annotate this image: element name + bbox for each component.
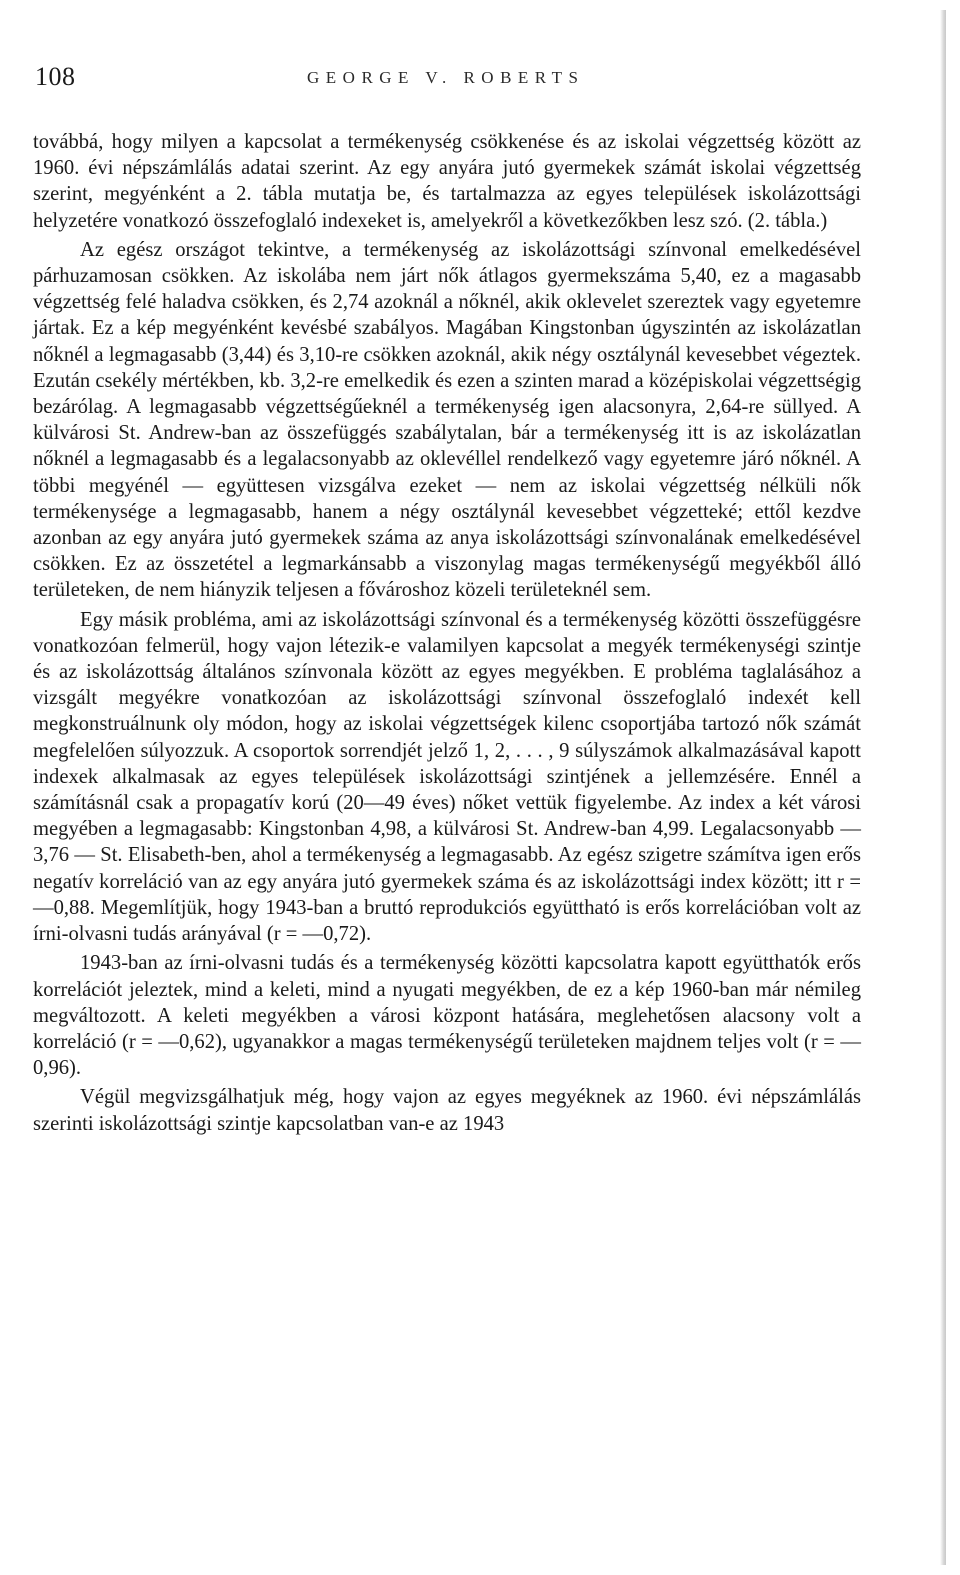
page-header bbox=[35, 62, 858, 102]
paragraph: Végül megvizsgálhatjuk még, hogy vajon az egyes megyéknek az 1960. évi népszámlálás szerinti iskolázottsági szintje kapcsolatban van-e az 1943 bbox=[33, 1086, 861, 1135]
page-edge-shadow bbox=[940, 10, 946, 1565]
paragraph-continuation: továbbá, hogy milyen a kapcsolat a termékenység csökkenése és az iskolai végzettség között az 1960. évi népszámlálás adatai szerint. Az egy anyára jutó gyermekek számát iskolai végzettség szerint, megyénként a 2. tábla mutatja be, és tartalmazza az egyes települések iskolázottsági helyzetére vonatkozó összefoglaló indexeket is, amelyekről a következőkben lesz szó. (2. tábla.) bbox=[33, 131, 861, 232]
body-text bbox=[33, 129, 861, 1139]
paragraph: Egy másik probléma, ami az iskolázottsági színvonal és a termékenység közötti összefüggésre vonatkozóan felmerül, hogy vajon létezik-e valamilyen kapcsolat a megyék termékenységi szintje és az iskolázottság általános színvonala között az egyes megyékben. E probléma taglalásához a vizsgált megyékre vonatkozóan az iskolázottsági színvonal összefoglaló indexét kell megkonstruálnunk oly módon, hogy az iskolai végzettségek kilenc csoportjába tartozó nők számát megfelelően súlyozzuk. A csoportok sorrendjét jelző 1, 2, . . . , 9 súlyszámok alkalmazásával kapott indexek alkalmasak az egyes települések iskolázottsági szintjének a jellemzésére. Ennél a számításnál csak a propagatív korú (20—49 éves) nőket vettük figyelembe. Az index a két városi megyében a legmagasabb: Kingstonban 4,98, a külvárosi St. Andrew-ban 4,99. Legalacsonyabb — 3,76 — St. Elisabeth-ben, ahol a termékenység a legmagasabb. Az egész szigetre számítva igen erős negatív korreláció van az egy anyára jutó gyermekek száma és az iskolázottsági index között; itt r = —0,88. Megemlítjük, hogy 1943-ban a bruttó reprodukciós együttható is erős korrelációban volt az írni-olvasni tudás arányával (r = —0,72). bbox=[33, 608, 861, 946]
page-number: 108 bbox=[35, 62, 76, 91]
paragraph: 1943-ban az írni-olvasni tudás és a termékenység közötti kapcsolatra kapott együtthatók erős korrelációt jeleztek, mind a keleti, mind a nyugati megyékben, de ez a kép 1960-ban már némileg megváltozott. A keleti megyékben a városi központ hatására, meglehetősen alacsony volt a korreláció (r = —0,62), ugyanakkor a magas termékenységű területeken majdnem teljes volt (r = —0,96). bbox=[33, 952, 861, 1080]
running-head-author: GEORGE V. ROBERTS bbox=[307, 68, 585, 87]
paragraph: Az egész országot tekintve, a termékenység az iskolázottsági színvonal emelkedésével párhuzamosan csökken. Az iskolába nem járt nők átlagos gyermekszáma 5,40, ez a magasabb végzettség felé haladva csökken, és 2,74 azoknál a nőknél, akik oklevelet szereztek vagy egyetemre jártak. Ez a kép megyénként kevésbé szabályos. Magában Kingstonban úgyszintén az iskolázatlan nőknél a legmagasabb (3,44) és 3,10-re csökken azoknál, akik négy osztálynál kevesebbet végeztek. Ezután csekély mértékben, kb. 3,2-re emelkedik és ezen a szinten marad a középiskolai végzettségig bezárólag. A legmagasabb végzettségűeknél a termékenység igen alacsonyra, 2,64-re süllyed. A külvárosi St. Andrew-ban az összefüggés szabálytalan, bár a termékenység itt is az iskolázatlan nőknél a legmagasabb és a legalacsonyabb az oklevéllel rendelkező vagy egyetemre járó nőknél. A többi megyénél — együttesen vizsgálva ezeket — nem az iskolai végzettség nélküli nők termékenysége a legmagasabb, hanem a négy osztálynál kevesebbet végzetteké; ettől kezdve azonban az egy anyára jutó gyermekek száma az anya iskolázottsági színvonalának emelkedésével csökken. Ez az összetétel a legmarkánsabb a viszonylag magas termékenységű megyékből álló területeken, de nem hiányzik teljesen a fővároshoz közeli területeknél sem. bbox=[33, 238, 861, 602]
